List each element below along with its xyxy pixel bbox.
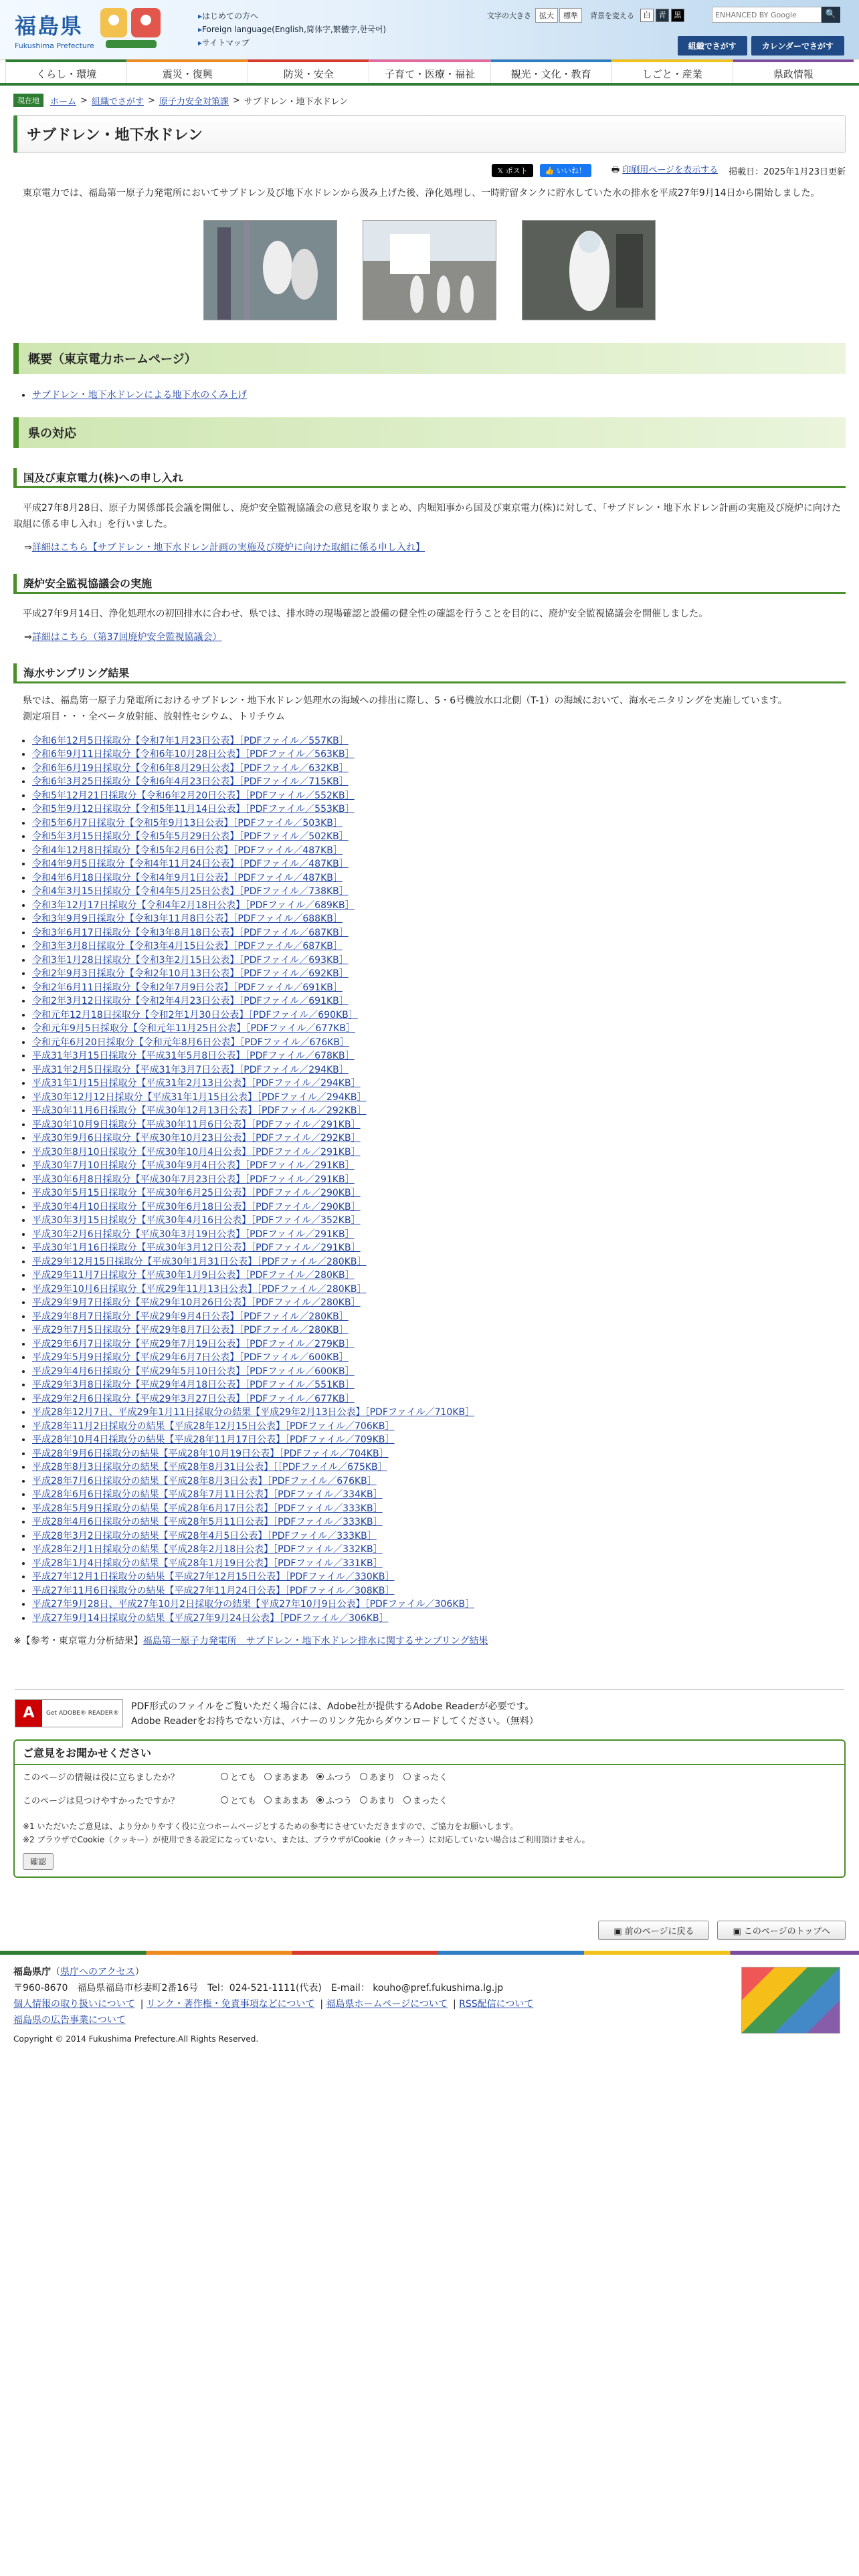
- bg-blue-button[interactable]: 青: [656, 9, 669, 22]
- list-item: [32, 775, 846, 789]
- logo-title: 福島県: [15, 13, 84, 39]
- request-text: 平成27年8月28日、原子力関係部長会議を開催し、廃炉安全監視協議会の意見を取りまとめ、内堀知事から国及び東京電力(株)に対して、「サブドレン・地下水ドレン計画の実施及び廃炉に向けた取組に係る申し入れ」を行いました。: [13, 502, 841, 530]
- radio-icon[interactable]: [316, 1773, 324, 1780]
- adobe-reader-banner[interactable]: A Get ADOBE® READER®: [15, 1699, 123, 1727]
- gnav-item[interactable]: 県政情報: [733, 60, 854, 83]
- footer-address: 〒960-8670 福島県福島市杉妻町2番16号 Tel：024-521-1111(代表) E-mail： kouho@pref.fukushima.lg.jp: [13, 1983, 504, 1994]
- sampling-report-link[interactable]: 平成31年3月15日採取分【平成31年5月8日公表】［PDFファイル／678KB］: [32, 1051, 355, 1061]
- sampling-report-link[interactable]: 平成30年4月10日採取分【平成30年6月18日公表】［PDFファイル／290KB］: [32, 1201, 361, 1212]
- radio-icon[interactable]: [403, 1796, 411, 1804]
- list-item: [32, 1173, 846, 1187]
- sampling-report-link[interactable]: 平成29年3月8日採取分【平成29年4月18日公表】［PDFファイル／551KB］: [32, 1380, 355, 1390]
- overview-list: [32, 389, 846, 403]
- heading-council: 廃炉安全監視協議会の実施: [13, 574, 846, 594]
- ref-label: ※【参考・東京電力分析結果】: [13, 1636, 143, 1646]
- list-item: [32, 1008, 846, 1023]
- feedback-form: [13, 1739, 846, 1878]
- org-search-button[interactable]: 組織でさがす: [678, 36, 747, 56]
- sampling-report-link[interactable]: 平成27年9月28日、平成27年10月2日採取分の結果【平成27年10月9日公表】［PDFファイル／306KB］: [32, 1599, 475, 1610]
- list-item: [32, 1488, 846, 1502]
- radio-icon[interactable]: [403, 1773, 411, 1780]
- list-item: [32, 748, 846, 762]
- calendar-search-button[interactable]: カレンダーでさがす: [751, 36, 844, 56]
- feedback-notes: ※1 いただいたご意見は、より分かりやすく役に立つホームページとするための参考にさせていただきますので、ご協力をお願いします。 ※2 ブラウザでCookie（クッキー）が使用できる設定になっていない、または、ブラウザがCookie（クッキー）に対応していない場合はご利用頂けません。: [23, 1822, 590, 1844]
- feedback-option[interactable]: [221, 1770, 256, 1783]
- sampling-report-link[interactable]: 平成29年4月6日採取分【平成29年5月10日公表】［PDFファイル／600KB］: [32, 1366, 355, 1377]
- sampling-report-link[interactable]: 令和4年6月18日採取分【令和4年9月1日公表】［PDFファイル／487KB］: [32, 872, 343, 883]
- sampling-report-link[interactable]: 平成30年8月10日採取分【平成30年10月4日公表】［PDFファイル／291KB］: [32, 1146, 361, 1158]
- feedback-option[interactable]: [403, 1770, 448, 1783]
- feedback-option[interactable]: [403, 1794, 448, 1806]
- font-large-button[interactable]: 拡大: [535, 8, 558, 23]
- footer-link-rss[interactable]: RSS配信について: [459, 1999, 534, 2010]
- print-icon: 🖶: [611, 165, 620, 175]
- heading-pref-response: 県の対応: [13, 417, 846, 448]
- breadcrumb-current: サブドレン・地下水ドレン: [244, 96, 349, 107]
- search-icon[interactable]: 🔍: [822, 7, 840, 23]
- feedback-option-label: まったく: [413, 1773, 448, 1783]
- feedback-option-label: ふつう: [326, 1773, 353, 1783]
- reader-line2: Adobe Readerをお持ちでない方は、バナーのリンク先からダウンロードしてください。（無料）: [131, 1716, 539, 1727]
- list-item: [32, 1022, 846, 1036]
- sampling-report-link[interactable]: 平成28年12月7日、平成29年1月11日採取分の結果【平成29年2月13日公表】［PDFファイル／710KB］: [32, 1407, 475, 1418]
- sampling-report-list: [32, 734, 846, 1626]
- sampling-report-link[interactable]: 平成30年1月16日採取分【平成30年3月12日公表】［PDFファイル／291KB］: [32, 1243, 361, 1253]
- sampling-report-link[interactable]: 平成29年2月6日採取分【平成29年3月27日公表】［PDFファイル／677KB］: [32, 1393, 355, 1404]
- intro-text: 東京電力では、福島第一原子力発電所においてサブドレン及び地下水ドレンから汲み上げた後、浄化処理し、一時貯留タンクに貯水していた水の排水を平成27年9月14日から開始しました。: [13, 188, 820, 199]
- feedback-q2: このページは見つけやすかったですか？ とても まあまあ ふつう あまり まったく: [15, 1788, 844, 1812]
- radio-icon[interactable]: [264, 1773, 272, 1780]
- list-item: [32, 1104, 846, 1118]
- feedback-submit-button[interactable]: 確認: [23, 1853, 54, 1870]
- list-item: [32, 1584, 846, 1598]
- sampling-report-link[interactable]: 平成30年9月6日採取分【平成30年10月23日公表】［PDFファイル／292KB］: [32, 1133, 361, 1144]
- list-item: [32, 1241, 846, 1255]
- reader-line1: PDF形式のファイルをご覧いただく場合には、Adobe社が提供するAdobe Readerが必要です。: [131, 1701, 535, 1712]
- sampling-report-link[interactable]: 令和元年9月5日採取分【令和元年11月25日公表】［PDFファイル／677KB］: [32, 1023, 355, 1034]
- sampling-report-link[interactable]: 平成30年12月12日採取分【平成31年1月15日公表】［PDFファイル／294KB］: [32, 1091, 367, 1103]
- font-normal-button[interactable]: 標準: [559, 8, 582, 23]
- list-item: [32, 967, 846, 981]
- list-item: [32, 1420, 846, 1434]
- sampling-report-link[interactable]: 令和3年9月9日採取分【令和3年11月8日公表】［PDFファイル／688KB］: [32, 914, 343, 924]
- update-date: 掲載日：2025年1月23日更新: [729, 167, 846, 177]
- sampling-report-link[interactable]: 平成31年2月5日採取分【平成31年3月7日公表】［PDFファイル／294KB］: [32, 1064, 349, 1075]
- list-item: [32, 1598, 846, 1612]
- breadcrumb-tag: 現在地: [13, 94, 43, 107]
- sampling-report-link[interactable]: 平成29年5月9日採取分【平成29年6月7日公表】［PDFファイル／600KB］: [32, 1352, 349, 1363]
- sampling-report-link[interactable]: 平成30年2月6日採取分【平成30年3月19日公表】［PDFファイル／291KB］: [32, 1228, 355, 1240]
- list-item: [32, 1077, 846, 1091]
- list-item: [32, 1502, 846, 1516]
- heading-sampling: 海水サンプリング結果: [13, 663, 846, 683]
- header-link-sitemap[interactable]: サイトマップ: [202, 38, 250, 47]
- sampling-report-link[interactable]: 平成29年9月7日採取分【平成29年10月26日公表】［PDFファイル／280KB］: [32, 1297, 361, 1308]
- sampling-report-link[interactable]: 平成27年11月6日採取分の結果【平成27年11月24日公表】［PDFファイル／308KB］: [32, 1585, 395, 1596]
- radio-icon[interactable]: [221, 1773, 228, 1780]
- feedback-option[interactable]: [360, 1770, 395, 1783]
- footer-link-privacy[interactable]: 個人情報の取り扱いについて: [13, 1999, 135, 2010]
- feedback-option-label: とても: [230, 1773, 257, 1783]
- sampling-report-link[interactable]: 平成30年7月10日採取分【平成30年9月4日公表】［PDFファイル／291KB］: [32, 1160, 355, 1171]
- list-item: [32, 940, 846, 954]
- list-item: [32, 857, 846, 871]
- sampling-report-link[interactable]: 平成28年5月9日採取分の結果【平成28年6月17日公表】［PDFファイル／333KB］: [32, 1503, 383, 1514]
- photo-site-inspection: [363, 220, 496, 320]
- feedback-option-label: とても: [230, 1796, 257, 1806]
- gnav-item[interactable]: 観光・文化・教育: [490, 60, 611, 83]
- sampling-report-link[interactable]: 平成29年11月7日採取分【平成30年1月9日公表】［PDFファイル／280KB］: [32, 1270, 355, 1281]
- page-top-button[interactable]: ▣ このページのトップへ: [717, 1921, 846, 1940]
- footer-link-about[interactable]: 福島県ホームページについて: [326, 1999, 448, 2010]
- header-link-foreign[interactable]: Foreign language(English,简体字,繁體字,한국어): [202, 25, 387, 34]
- list-item: [32, 912, 846, 926]
- sampling-report-link[interactable]: 令和4年12月8日採取分【令和5年2月6日公表】［PDFファイル／487KB］: [32, 845, 343, 856]
- radio-icon[interactable]: [360, 1796, 367, 1804]
- feedback-option[interactable]: [316, 1794, 352, 1806]
- gnav-item[interactable]: 防災・安全: [248, 60, 369, 83]
- breadcrumb-home[interactable]: ホーム: [50, 96, 77, 107]
- sampling-report-link[interactable]: 平成30年10月9日採取分【平成30年11月6日公表】［PDFファイル／291KB］: [32, 1119, 361, 1130]
- radio-icon[interactable]: [360, 1773, 367, 1780]
- site-footer: 福島県庁（県庁へのアクセス） 〒960-8670 福島県福島市杉妻町2番16号 Tel：024-521-1111(代表) E-mail： kouho@pref.fukushima.lg.jp 個人情報の取り扱いについて | リンク・著作権・免責事項などについて | 福島県ホームページについて | RSS配信について 福島県の広告事業について Copyright © 2014 Fukushima Prefecture.All Rights Reserved.: [0, 1955, 859, 2055]
- list-item: [32, 1515, 846, 1529]
- list-item: [32, 1323, 846, 1337]
- feedback-option-label: まあまあ: [274, 1796, 309, 1806]
- sampling-report-link[interactable]: 平成27年9月14日採取分の結果【平成27年9月24日公表】［PDFファイル／306KB］: [32, 1612, 389, 1624]
- page-meta: [13, 163, 846, 179]
- sampling-report-link[interactable]: 平成29年8月7日採取分【平成29年9月4日公表】［PDFファイル／280KB］: [32, 1311, 349, 1322]
- color-label: 背景を変える: [590, 11, 634, 20]
- list-item: [32, 1529, 846, 1543]
- sampling-report-link[interactable]: 令和5年9月12日採取分【令和5年11月14日公表】［PDFファイル／553KB］: [32, 804, 355, 815]
- print-link[interactable]: 印刷用ページを表示する: [622, 165, 719, 175]
- feedback-heading: ご意見をお聞かせください: [15, 1741, 844, 1765]
- back-button[interactable]: ▣ 前のページに戻る: [598, 1921, 709, 1940]
- sampling-report-link[interactable]: 平成28年6月6日採取分の結果【平成28年7月11日公表】［PDFファイル／334KB］: [32, 1489, 383, 1500]
- list-item: [32, 1132, 846, 1146]
- list-item: [32, 1378, 846, 1392]
- header-buttons: [674, 36, 844, 56]
- list-item: [32, 1214, 846, 1228]
- list-item: [32, 926, 846, 940]
- feedback-q1: このページの情報は役に立ちましたか？ とても まあまあ ふつう あまり まったく: [15, 1765, 844, 1788]
- sampling-report-link[interactable]: 平成29年7月5日採取分【平成29年8月7日公表】［PDFファイル／280KB］: [32, 1325, 349, 1335]
- sampling-report-link[interactable]: 令和6年9月11日採取分【令和6年10月28日公表】［PDFファイル／563KB］: [32, 749, 355, 760]
- council-text: 平成27年9月14日、浄化処理水の初回排水に合わせ、県では、排水時の現場確認と設備の健全性の確認を行うことを目的に、廃炉安全監視協議会を開催しました。: [13, 608, 708, 619]
- sampling-report-link[interactable]: 平成28年2月1日採取分の結果【平成28年2月18日公表】［PDFファイル／332KB］: [32, 1544, 383, 1555]
- list-item: [32, 1557, 846, 1571]
- sampling-report-link[interactable]: 平成30年3月15日採取分【平成30年4月16日公表】［PDFファイル／352KB］: [32, 1215, 361, 1226]
- list-item: [32, 1283, 846, 1297]
- list-item: [32, 1255, 846, 1269]
- sampling-report-link[interactable]: 平成28年4月6日採取分の結果【平成28年5月11日公表】［PDFファイル／333KB］: [32, 1517, 383, 1527]
- heading-overview: 概要（東京電力ホームページ）: [13, 343, 846, 374]
- sampling-report-link[interactable]: 令和6年12月5日採取分【令和7年1月23日公表】［PDFファイル／557KB］: [32, 735, 349, 746]
- list-item: [32, 994, 846, 1008]
- copyright: Copyright © 2014 Fukushima Prefecture.All Rights Reserved.: [13, 2034, 259, 2044]
- sampling-report-link[interactable]: 令和3年1月28日採取分【令和3年2月15日公表】［PDFファイル／693KB］: [32, 954, 349, 966]
- sampling-report-link[interactable]: 令和5年6月7日採取分【令和5年9月13日公表】［PDFファイル／503KB］: [32, 817, 343, 829]
- list-item: [32, 1063, 846, 1077]
- list-item: [32, 1269, 846, 1283]
- list-item: [32, 1461, 846, 1475]
- sampling-report-link[interactable]: 令和5年12月21日採取分【令和6年2月20日公表】［PDFファイル／552KB］: [32, 790, 355, 801]
- adobe-reader-notice: [15, 1689, 844, 1729]
- sampling-report-link[interactable]: 令和6年6月19日採取分【令和6年8月29日公表】［PDFファイル／632KB］: [32, 762, 349, 774]
- sampling-report-link[interactable]: 平成30年11月6日採取分【平成30年12月13日公表】［PDFファイル／292KB］: [32, 1105, 367, 1116]
- sampling-report-link[interactable]: 平成31年1月15日採取分【平成31年2月13日公表】［PDFファイル／294KB］: [32, 1078, 361, 1089]
- header-link-beginner[interactable]: はじめての方へ: [202, 11, 259, 21]
- list-item: [32, 1365, 846, 1379]
- list-item: [32, 1392, 846, 1406]
- list-item: [32, 1296, 846, 1310]
- footer-mosaic-image: [741, 1967, 840, 2034]
- breadcrumb-dept[interactable]: 原子力安全対策課: [159, 96, 229, 107]
- header-links: [198, 9, 386, 49]
- feedback-option-label: ふつう: [326, 1796, 353, 1806]
- list-item: [32, 1186, 846, 1200]
- list-item: [32, 1612, 846, 1626]
- list-item: [32, 1228, 846, 1242]
- gnav-item[interactable]: 震災・復興: [126, 60, 248, 83]
- sampling-text: 県では、福島第一原子力発電所におけるサブドレン・地下水ドレン処理水の海域への排出に際し、5・6号機放水口北側（T-1）の海域において、海水モニタリングを実施しています。: [13, 695, 787, 706]
- sampling-report-link[interactable]: 平成29年10月6日採取分【平成29年11月13日公表】［PDFファイル／280KB］: [32, 1283, 367, 1295]
- list-item: [32, 899, 846, 913]
- feedback-option[interactable]: [264, 1770, 308, 1783]
- sampling-report-link[interactable]: 平成30年5月15日採取分【平成30年6月25日公表】［PDFファイル／290KB］: [32, 1188, 361, 1198]
- site-logo[interactable]: [15, 9, 94, 50]
- list-item: [32, 885, 846, 899]
- sampling-report-link[interactable]: 令和6年3月25日採取分【令和6年4月23日公表】［PDFファイル／715KB］: [32, 776, 349, 787]
- overview-link[interactable]: サブドレン・地下水ドレンによる地下水のくみ上げ: [32, 390, 248, 401]
- list-item: [32, 734, 846, 748]
- list-item: [32, 830, 846, 844]
- radio-icon[interactable]: [316, 1796, 324, 1804]
- list-item: [32, 844, 846, 858]
- global-nav: [0, 59, 859, 86]
- bg-white-button[interactable]: 白: [640, 9, 654, 22]
- photo-sampling-workers: [203, 220, 337, 320]
- footer-name: 福島県庁: [13, 1967, 51, 1977]
- site-header: [0, 0, 859, 59]
- page-title: サブドレン・地下水ドレン: [13, 115, 846, 153]
- list-item: [32, 762, 846, 776]
- feedback-option[interactable]: [221, 1794, 256, 1806]
- sampling-report-link[interactable]: 平成29年6月7日採取分【平成29年7月19日公表】［PDFファイル／279KB］: [32, 1338, 355, 1350]
- feedback-option-label: まあまあ: [274, 1773, 309, 1783]
- list-item: [32, 1200, 846, 1214]
- feedback-option[interactable]: [316, 1770, 352, 1783]
- list-item: [32, 1146, 846, 1160]
- feedback-option-label: まったく: [413, 1796, 448, 1806]
- breadcrumb-org[interactable]: 組織でさがす: [91, 96, 144, 107]
- accessibility-tools: [487, 8, 684, 23]
- heading-request: 国及び東京電力(株)への申し入れ: [13, 468, 846, 488]
- footer-link-ads[interactable]: 福島県の広告事業について: [13, 2015, 126, 2026]
- sampling-report-link[interactable]: 平成28年11月2日採取分の結果【平成28年12月15日公表】［PDFファイル／706KB］: [32, 1420, 395, 1432]
- list-item: [32, 1351, 846, 1365]
- feedback-option-label: あまり: [369, 1796, 396, 1806]
- list-item: [32, 1433, 846, 1447]
- sampling-items: 測定項目・・・全ベータ放射能、放射性セシウム、トリチウム: [13, 711, 285, 722]
- sampling-report-link[interactable]: 令和2年9月3日採取分【令和2年10月13日公表】［PDFファイル／692KB］: [32, 968, 349, 979]
- sampling-report-link[interactable]: 令和4年3月15日採取分【令和4年5月25日公表】［PDFファイル／738KB］: [32, 886, 349, 897]
- list-item: [32, 981, 846, 995]
- sampling-report-link[interactable]: 平成27年12月1日採取分の結果【平成27年12月15日公表】［PDFファイル／330KB］: [32, 1572, 395, 1582]
- list-item: [32, 817, 846, 831]
- sampling-report-link[interactable]: 平成28年9月6日採取分の結果【平成28年10月19日公表】［PDFファイル／704KB］: [32, 1448, 389, 1459]
- list-item: [32, 1475, 846, 1489]
- sampling-report-link[interactable]: 平成28年7月6日採取分の結果【平成28年8月3日公表】［PDFファイル／676KB］: [32, 1475, 377, 1487]
- feedback-option[interactable]: [264, 1794, 308, 1806]
- gnav-item[interactable]: くらし・環境: [5, 60, 126, 83]
- gnav-item[interactable]: しごと・産業: [611, 60, 733, 83]
- tepco-reference-link[interactable]: 福島第一原子力発電所 サブドレン・地下水ドレン排水に関するサンプリング結果: [142, 1636, 488, 1646]
- list-item: [32, 802, 846, 817]
- adobe-icon: A: [15, 1700, 42, 1727]
- list-item: [32, 1447, 846, 1461]
- gnav-item[interactable]: 子育て・医療・福祉: [369, 60, 490, 83]
- sampling-report-link[interactable]: 平成28年3月2日採取分の結果【平成28年4月5日公表】［PDFファイル／333KB］: [32, 1530, 377, 1541]
- list-item: [32, 1406, 846, 1420]
- list-item: [32, 789, 846, 803]
- feedback-option-label: あまり: [369, 1773, 396, 1783]
- sampling-report-link[interactable]: 令和3年6月17日採取分【令和3年8月18日公表】［PDFファイル／687KB］: [32, 927, 349, 938]
- radio-icon[interactable]: [221, 1796, 228, 1804]
- sampling-report-link[interactable]: 平成30年6月8日採取分【平成30年7月23日公表】［PDFファイル／291KB］: [32, 1174, 355, 1185]
- logo-subtitle: Fukushima Prefecture: [15, 41, 94, 50]
- x-post-button[interactable]: 𝕏 ポスト: [492, 164, 533, 177]
- list-item: [32, 1118, 846, 1132]
- list-item: [32, 1310, 846, 1324]
- mascot-logo-icon: [99, 5, 163, 51]
- sampling-report-link[interactable]: 令和2年6月11日採取分【令和2年7月9日公表】［PDFファイル／691KB］: [32, 982, 343, 993]
- bg-black-button[interactable]: 黒: [671, 9, 684, 22]
- sampling-report-link[interactable]: 令和5年3月15日採取分【令和5年5月29日公表】［PDFファイル／502KB］: [32, 831, 349, 842]
- sampling-report-link[interactable]: 令和2年3月12日採取分【令和2年4月23日公表】［PDFファイル／691KB］: [32, 996, 349, 1006]
- facebook-like-button[interactable]: 👍 いいね！: [540, 164, 591, 177]
- font-size-label: 文字の大きさ: [487, 11, 531, 20]
- feedback-option[interactable]: [360, 1794, 395, 1806]
- footer-link-copyright[interactable]: リンク・著作権・免責事項などについて: [146, 1999, 315, 2010]
- list-item: [32, 1091, 846, 1105]
- footer-access-link[interactable]: 県庁へのアクセス: [60, 1967, 135, 1977]
- list-item: [32, 1543, 846, 1557]
- sampling-report-link[interactable]: 令和元年6月20日採取分【令和元年8月6日公表】［PDFファイル／676KB］: [32, 1037, 350, 1048]
- radio-icon[interactable]: [264, 1796, 272, 1804]
- search-box: [712, 7, 840, 23]
- sampling-report-link[interactable]: 平成28年1月4日採取分の結果【平成28年1月19日公表】［PDFファイル／331KB］: [32, 1558, 383, 1569]
- sampling-report-link[interactable]: 令和3年3月8日採取分【令和3年4月15日公表】［PDFファイル／687KB］: [32, 941, 343, 952]
- list-item: [32, 1570, 846, 1584]
- council-detail-link[interactable]: 詳細はこちら（第37回廃炉安全監視協議会）: [31, 631, 222, 643]
- list-item: [32, 871, 846, 885]
- sampling-report-link[interactable]: 令和元年12月18日採取分【令和2年1月30日公表】［PDFファイル／690KB］: [32, 1009, 358, 1021]
- list-item: [32, 954, 846, 968]
- page-nav: [13, 1921, 846, 1940]
- search-input[interactable]: [712, 7, 822, 23]
- sampling-report-link[interactable]: 平成29年12月15日採取分【平成30年1月31日公表】［PDFファイル／280KB］: [32, 1256, 367, 1267]
- photo-gallery: [0, 220, 859, 320]
- list-item: [32, 1036, 846, 1050]
- list-item: [32, 1049, 846, 1063]
- sampling-report-link[interactable]: 平成28年8月3日採取分の結果【平成28年8月31日公表】［［PDFファイル／675KB］: [32, 1462, 387, 1473]
- list-item: [32, 1337, 846, 1352]
- request-detail-link[interactable]: 詳細はこちら【サブドレン・地下水ドレン計画の実施及び廃炉に向けた取組に係る申し入れ】: [31, 542, 425, 553]
- sampling-report-link[interactable]: 平成28年10月4日採取分の結果【平成28年11月17日公表】［PDFファイル／709KB］: [32, 1434, 395, 1445]
- list-item: [32, 1159, 846, 1173]
- sampling-report-link[interactable]: 令和4年9月5日採取分【令和4年11月24日公表】［PDFファイル／487KB］: [32, 859, 349, 869]
- sampling-report-link[interactable]: 令和3年12月17日採取分【令和4年2月18日公表】［PDFファイル／689KB］: [32, 899, 355, 911]
- breadcrumb: 現在地 ホーム > 組織でさがす > 原子力安全対策課 > サブドレン・地下水ドレン: [13, 94, 846, 107]
- photo-worker-equipment: [522, 220, 656, 320]
